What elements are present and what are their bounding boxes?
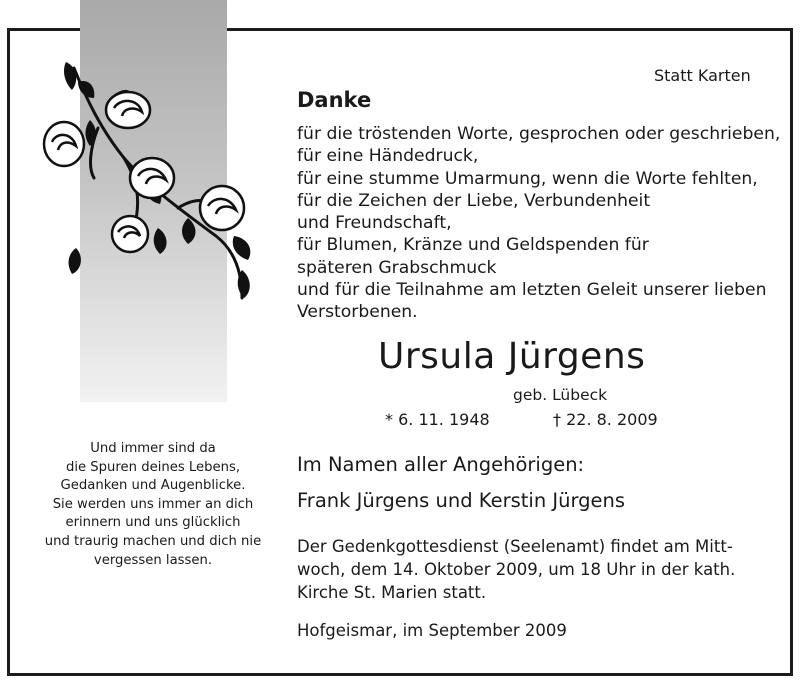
text-line: Verstorbenen.: [297, 302, 418, 323]
text-line: für die tröstenden Worte, gesprochen oder geschrieben,: [297, 124, 781, 144]
family-names: Frank Jürgens und Kerstin Jürgens: [297, 489, 626, 512]
poem-line: und traurig machen und dich nie: [44, 533, 262, 549]
place-date: Hofgeismar, im September 2009: [297, 621, 567, 640]
maiden-name: geb. Lübeck: [513, 386, 608, 404]
poem-line: Und immer sind da: [90, 441, 216, 456]
roses-icon: [38, 58, 270, 306]
text-line: Kirche St. Marien statt.: [297, 583, 487, 602]
text-line: Der Gedenkgottesdienst (Seelenamt) findet am Mitt-: [297, 537, 733, 556]
text-line: woch, dem 14. Oktober 2009, um 18 Uhr in der kath.: [297, 560, 736, 579]
notice-title: Danke: [297, 88, 372, 112]
text-line: und für die Teilnahme am letzten Geleit unserer lieben: [297, 280, 767, 301]
text-line: für Blumen, Kränze und Geldspenden für: [297, 235, 649, 256]
deceased-name: Ursula Jürgens: [378, 336, 646, 377]
text-line: für die Zeichen der Liebe, Verbundenheit: [297, 190, 651, 211]
service-announcement: [297, 535, 735, 604]
text-line: für eine stumme Umarmung, wenn die Worte fehlten,: [297, 168, 758, 189]
text-line: und Freundschaft,: [297, 213, 452, 234]
poem-line: erinnern und uns glücklich: [65, 515, 241, 531]
birth-date: * 6. 11. 1948: [385, 410, 490, 429]
poem-line: Sie werden uns immer an dich: [52, 496, 254, 512]
poem-line: die Spuren deines Lebens,: [65, 459, 241, 475]
poem-line: Gedanken und Augenblicke.: [60, 478, 246, 494]
death-date: † 22. 8. 2009: [553, 410, 658, 429]
statt-karten-label: Statt Karten: [654, 66, 751, 85]
thank-you-text: [297, 123, 780, 324]
family-intro: Im Namen aller Angehörigen:: [297, 453, 585, 476]
poem: [20, 440, 286, 570]
text-line: späteren Grabschmuck: [297, 257, 497, 278]
poem-line: vergessen lassen.: [93, 552, 213, 568]
text-line: für eine Händedruck,: [297, 146, 479, 167]
